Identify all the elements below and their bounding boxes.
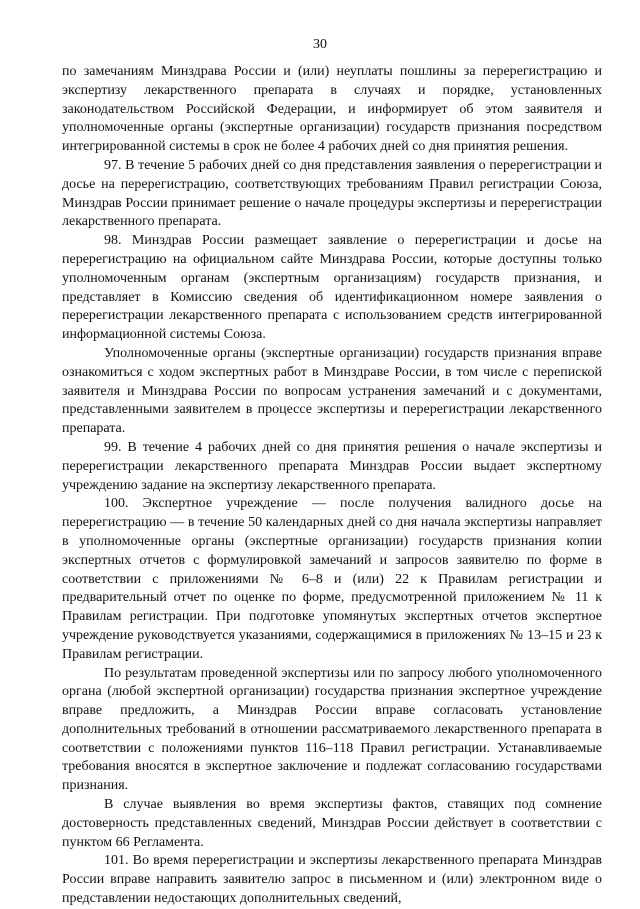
paragraph-98: 98. Минздрав России размещает заявление о перерегистрации и досье на перерегистрацию на официальном сайте Минздрава России, которые доступны только уполномоченным органам (экспертным организациям) государств признания, и представляет в Комиссию сведения об идентификационном номере заявления о перерегистрации лекарственного препарата с использованием средств интегрированной информационной системы Союза. — [62, 233, 602, 343]
paragraph-continuation: по замечаниям Минздрава России и (или) неуплаты пошлины за перерегистрацию и экспертизу лекарственного препарата в случаях и порядке, установленных законодательством Российской Федерации, и информирует об этом заявителя и уполномоченные органы (экспертные организации) государств признания посредством интегрированной системы в срок не более 4 рабочих дней со дня принятия решения. — [62, 64, 602, 155]
paragraph-101: 101. Во время перерегистрации и экспертизы лекарственного препарата Минздрав России вправе направить заявителю запрос в письменном и (или) электронном виде о представлении недостающих дополнительных сведений, — [62, 853, 602, 907]
paragraph-97: 97. В течение 5 рабочих дней со дня представления заявления о перерегистрации и досье на перерегистрацию, соответствующих требованиям Правил регистрации Союза, Минздрав России принимает решение о начале процедуры экспертизы и перерегистрации лекарственного препарата. — [62, 157, 602, 230]
paragraph-100-false-data: В случае выявления во время экспертизы фактов, ставящих под сомнение достоверность представленных сведений, Минздрав России действует в соответствии с пунктом 66 Регламента. — [62, 797, 602, 850]
paragraph-100: 100. Экспертное учреждение — после получения валидного досье на перерегистрацию — в течение 50 календарных дней со дня начала экспертизы направляет в уполномоченные органы (экспертные организации) государств признания копии экспертных отчетов с формулировкой замечаний и запросов заявителю по форме в соответствии с приложениями № 6–8 и (или) 22 к Правилам регистрации и предварительный отчет по оценке по форме, предусмотренной приложением № 11 к Правилам регистрации. При подготовке упомянутых экспертных отчетов экспертное учреждение руководствуется указаниями, содержащимися в приложениях № 13–15 и 23 к Правилам регистрации. — [62, 496, 602, 662]
paragraph-98-access: Уполномоченные органы (экспертные организации) государств признания вправе ознакомиться с ходом экспертных работ в Минздраве России, в том числе с перепиской заявителя и Минздрава России по вопросам устранения замечаний и с документами, представленными заявителем в процессе экспертизы и перерегистрации лекарственного препарата. — [62, 345, 602, 437]
document-body — [62, 63, 602, 909]
page-number: 30 — [313, 37, 327, 52]
paragraph-100-additional-requirements: По результатам проведенной экспертизы или по запросу любого уполномоченного органа (любой экспертной организации) государства признания экспертное учреждение вправе предложить, а Минздрав России вправе согласовать установление дополнительных требований в отношении рассматриваемого лекарственного препарата в соответствии с положениями пунктов 116–118 Правил регистрации. Устанавливаемые требования вносятся в экспертное заключение и подлежат согласованию государствами признания. — [62, 665, 602, 794]
paragraph-99: 99. В течение 4 рабочих дней со дня принятия решения о начале экспертизы и перерегистрации лекарственного препарата Минздрав России выдает экспертному учреждению задание на экспертизу лекарственного препарата. — [62, 439, 602, 493]
